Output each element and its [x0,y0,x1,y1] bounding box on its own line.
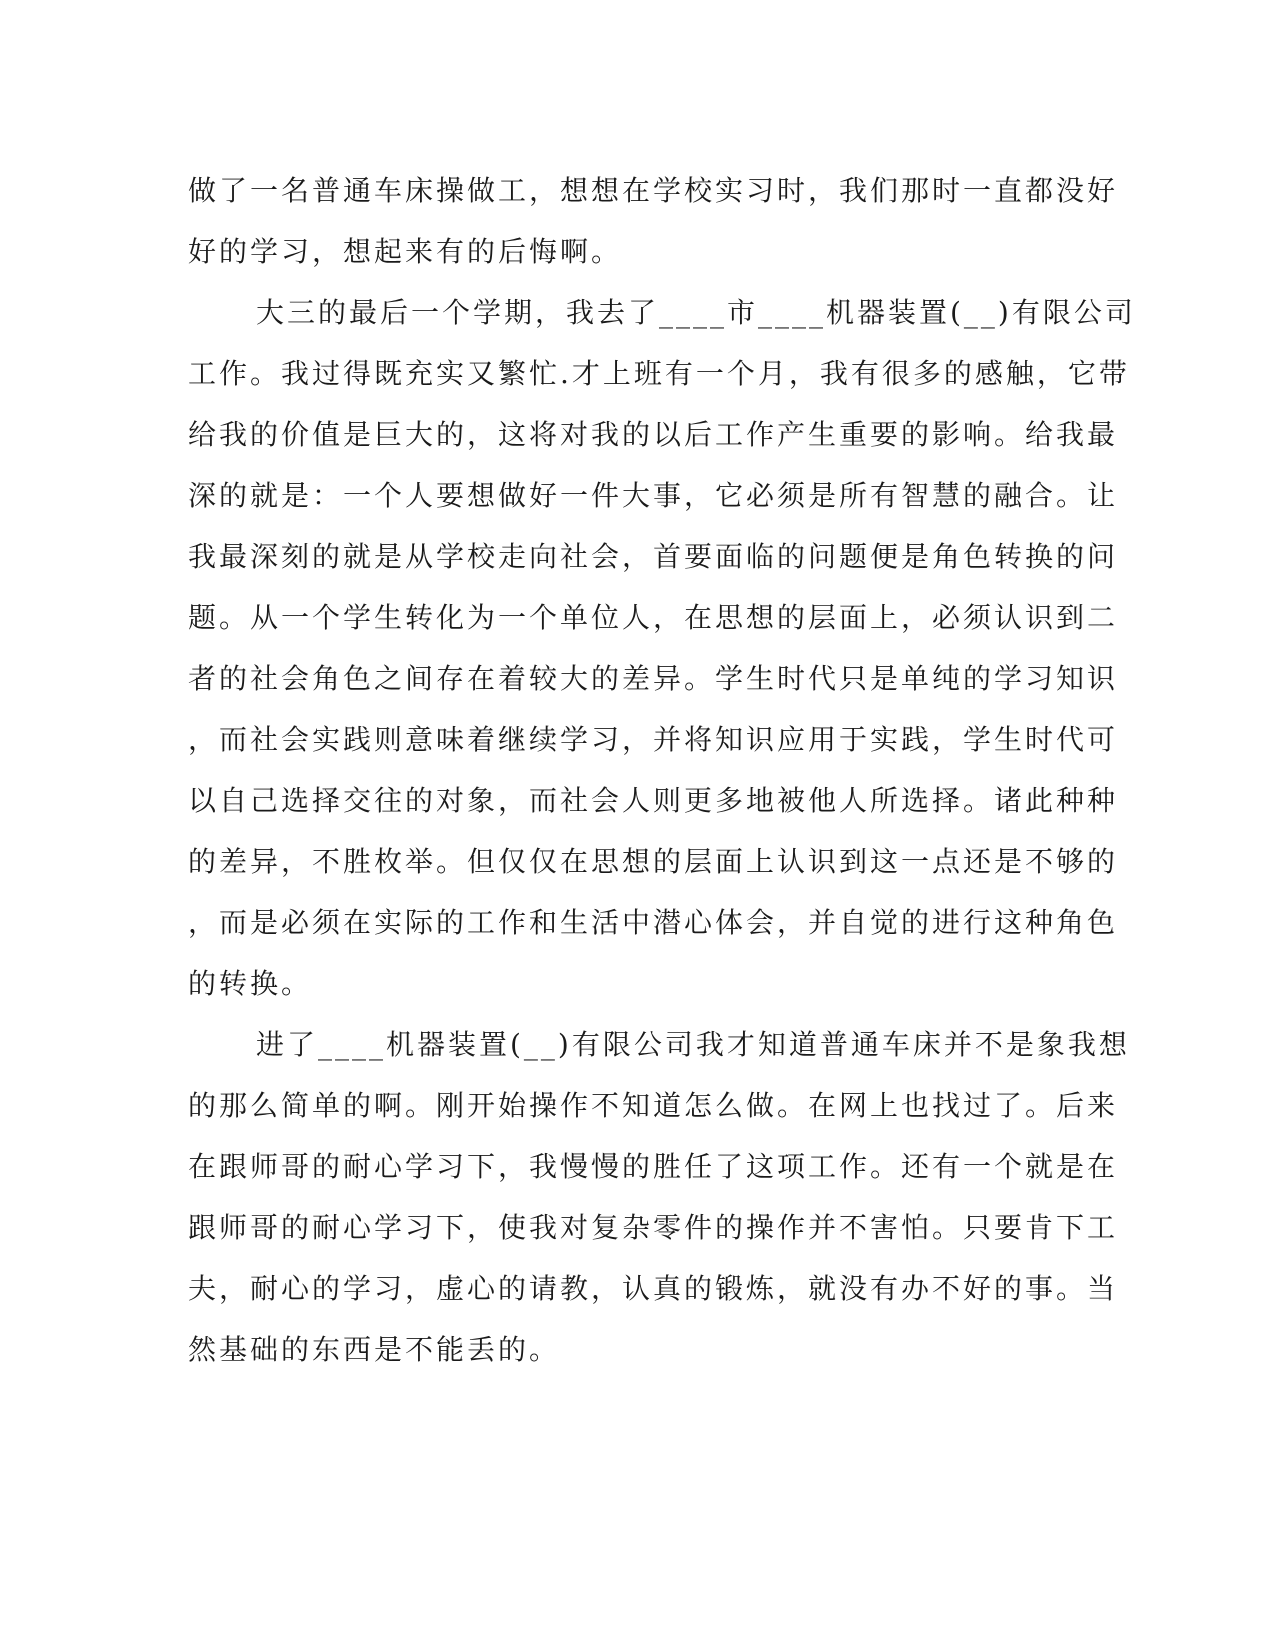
text-line: 做了一名普通车床操做工，想想在学校实习时，我们那时一直都没好 [188,174,1119,207]
paragraph-3 [188,1014,1130,1380]
text-line: 的差异，不胜枚举。但仅仅在思想的层面上认识到这一点还是不够的 [188,845,1119,878]
text-line: 然基础的东西是不能丢的。 [188,1333,561,1366]
text-line: 我最深刻的就是从学校走向社会，首要面临的问题便是角色转换的问 [188,540,1119,573]
paragraph-1 [188,160,1119,282]
text-line: 的那么简单的啊。刚开始操作不知道怎么做。在网上也找过了。后来 [188,1089,1119,1122]
text-line: ，而社会实践则意味着继续学习，并将知识应用于实践，学生时代可 [188,723,1119,756]
text-line: 以自己选择交往的对象，而社会人则更多地被他人所选择。诸此种种 [188,784,1119,817]
text-line: 给我的价值是巨大的，这将对我的以后工作产生重要的影响。给我最 [188,418,1119,451]
text-line: 夫，耐心的学习，虚心的请教，认真的锻炼，就没有办不好的事。当 [188,1272,1119,1305]
text-line: 好的学习，想起来有的后悔啊。 [188,235,623,268]
text-line: 题。从一个学生转化为一个单位人，在思想的层面上，必须认识到二 [188,601,1119,634]
text-line: 进了____机器装置(__)有限公司我才知道普通车床并不是象我想 [256,1028,1130,1061]
text-line: 的转换。 [188,967,313,1000]
text-line: 工作。我过得既充实又繁忙.才上班有一个月，我有很多的感触，它带 [188,357,1130,390]
text-line: 跟师哥的耐心学习下，使我对复杂零件的操作并不害怕。只要肯下工 [188,1211,1119,1244]
document-body [188,160,1136,1380]
text-line: 者的社会角色之间存在着较大的差异。学生时代只是单纯的学习知识 [188,662,1119,695]
text-line: 在跟师哥的耐心学习下，我慢慢的胜任了这项工作。还有一个就是在 [188,1150,1119,1183]
paragraph-2 [188,282,1136,1014]
text-line: 大三的最后一个学期，我去了____市____机器装置(__)有限公司 [256,296,1136,329]
text-line: 深的就是：一个人要想做好一件大事，它必须是所有智慧的融合。让 [188,479,1119,512]
text-line: ，而是必须在实际的工作和生活中潜心体会，并自觉的进行这种角色 [188,906,1119,939]
